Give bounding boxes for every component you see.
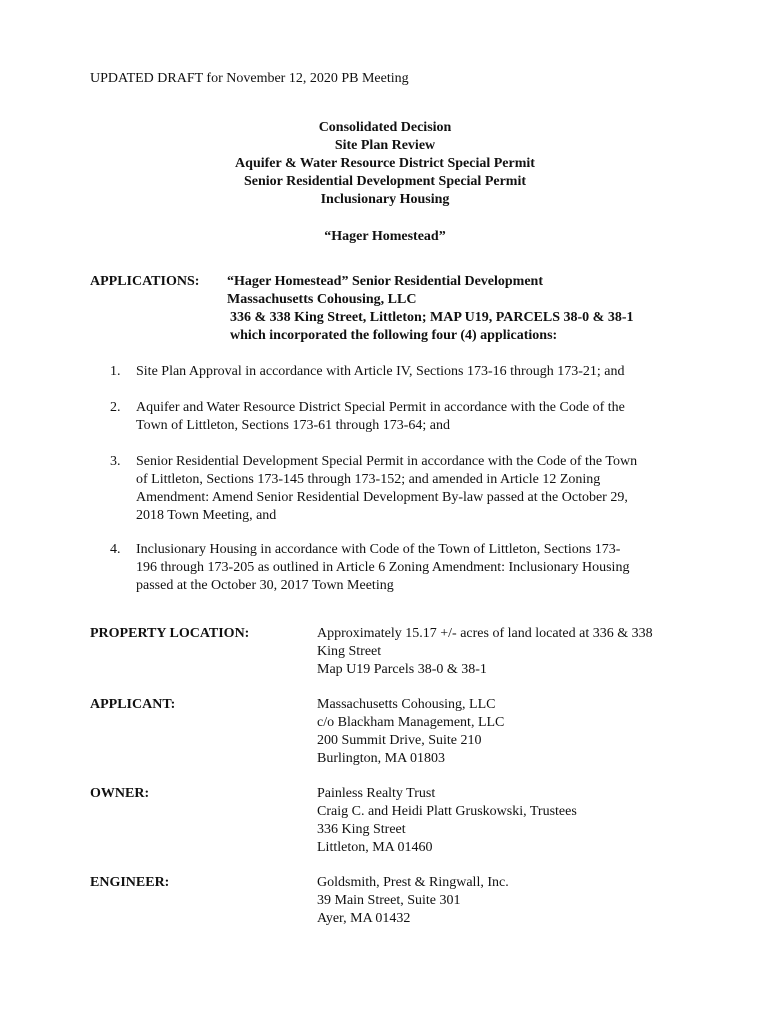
title-line: Inclusionary Housing — [320, 192, 450, 207]
owner-line: Littleton, MA 01460 — [317, 840, 433, 855]
applicant-line: 200 Summit Drive, Suite 210 — [317, 733, 482, 748]
applicant-line: Massachusetts Cohousing, LLC — [317, 697, 496, 712]
decision-title-block — [0, 119, 770, 209]
applicant-label: APPLICANT: — [90, 697, 176, 712]
engineer-line: Goldsmith, Prest & Ringwall, Inc. — [317, 875, 509, 890]
title-line: Consolidated Decision — [318, 120, 452, 135]
title-line: Aquifer & Water Resource District Special Permit — [235, 156, 535, 171]
list-item-line: of Littleton, Sections 173-145 through 173-152; and amended in Article 12 Zoning — [136, 472, 601, 487]
list-item-number: 4. — [110, 542, 121, 557]
owner-line: Painless Realty Trust — [317, 786, 436, 801]
list-item-line: Town of Littleton, Sections 173-61 through 173-64; and — [136, 418, 450, 433]
applications-detail — [227, 273, 634, 345]
list-item-line: Aquifer and Water Resource District Special Permit in accordance with the Code of the — [136, 400, 625, 415]
applications-line: 336 & 338 King Street, Littleton; MAP U19, PARCELS 38-0 & 38-1 — [230, 310, 634, 325]
engineer-line: Ayer, MA 01432 — [317, 911, 411, 926]
engineer-line: 39 Main Street, Suite 301 — [317, 893, 461, 908]
list-item-line: Site Plan Approval in accordance with Article IV, Sections 173-16 through 173-21; and — [136, 364, 625, 379]
engineer-label: ENGINEER: — [90, 875, 170, 890]
applications-line: Massachusetts Cohousing, LLC — [227, 292, 417, 307]
list-item-text — [136, 453, 684, 525]
applications-line: which incorporated the following four (4) applications: — [230, 328, 558, 343]
property-location-line: King Street — [317, 644, 382, 659]
list-item-text — [136, 541, 684, 595]
draft-header-note: UPDATED DRAFT for November 12, 2020 PB Meeting — [90, 71, 409, 86]
property-location-line: Approximately 15.17 +/- acres of land located at 336 & 338 — [317, 626, 653, 641]
applications-label: APPLICATIONS: — [90, 274, 200, 289]
list-item-number: 3. — [110, 454, 121, 469]
project-name: “Hager Homestead” — [324, 229, 446, 244]
list-item-line: passed at the October 30, 2017 Town Meeting — [136, 578, 394, 593]
list-item-line: Senior Residential Development Special Permit in accordance with the Code of the Town — [136, 454, 638, 469]
property-location-value — [317, 625, 653, 679]
applicant-line: Burlington, MA 01803 — [317, 751, 445, 766]
list-item-number: 1. — [110, 364, 121, 379]
list-item-line: Amendment: Amend Senior Residential Development By-law passed at the October 29, — [136, 490, 628, 505]
owner-value — [317, 785, 577, 857]
applicant-line: c/o Blackham Management, LLC — [317, 715, 505, 730]
title-line: Site Plan Review — [334, 138, 436, 153]
list-item-text — [136, 399, 684, 435]
owner-line: Craig C. and Heidi Platt Gruskowski, Trustees — [317, 804, 577, 819]
list-item-line: 2018 Town Meeting, and — [136, 508, 277, 523]
owner-label: OWNER: — [90, 786, 150, 801]
property-location-label: PROPERTY LOCATION: — [90, 626, 250, 641]
list-item-number: 2. — [110, 400, 121, 415]
property-location-line: Map U19 Parcels 38-0 & 38-1 — [317, 662, 487, 677]
list-item-line: 196 through 173-205 as outlined in Article 6 Zoning Amendment: Inclusionary Housing — [136, 560, 630, 575]
title-line: Senior Residential Development Special Permit — [243, 174, 527, 189]
applications-line: “Hager Homestead” Senior Residential Development — [227, 274, 544, 289]
list-item-line: Inclusionary Housing in accordance with Code of the Town of Littleton, Sections 173- — [136, 542, 621, 557]
applicant-value — [317, 696, 504, 768]
engineer-value — [317, 874, 509, 928]
list-item-text — [136, 363, 684, 381]
owner-line: 336 King Street — [317, 822, 406, 837]
